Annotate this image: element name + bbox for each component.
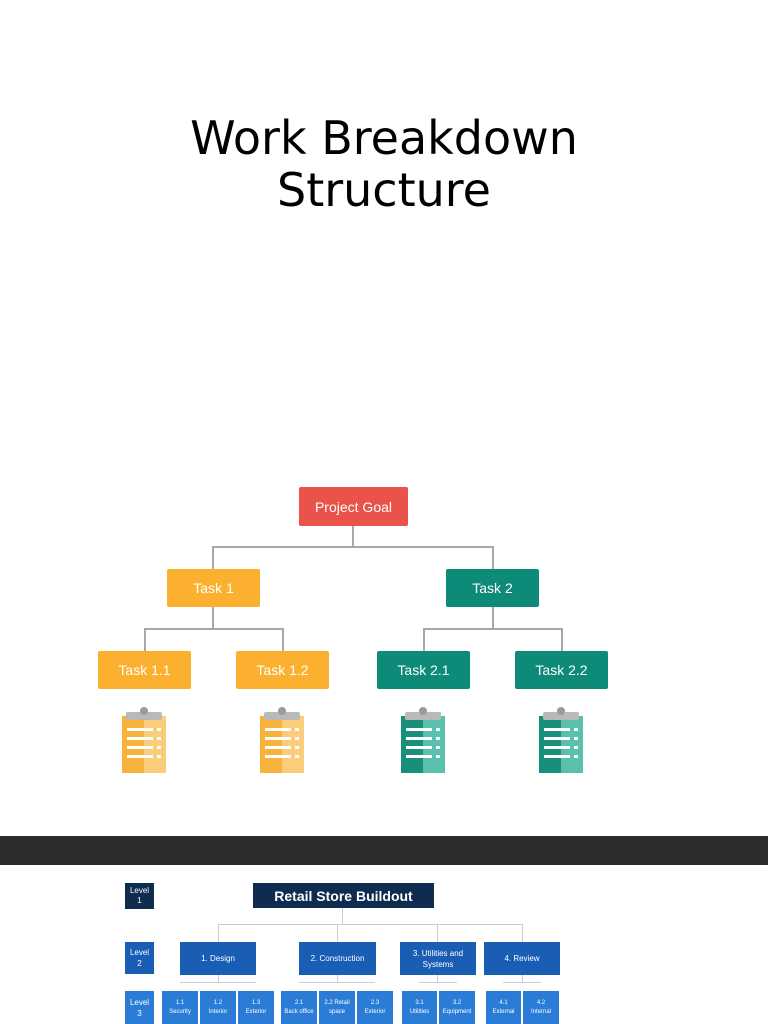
connector bbox=[144, 628, 284, 630]
level2-node: 1. Design bbox=[180, 942, 256, 975]
connector bbox=[437, 975, 438, 983]
level3-label: Equipment bbox=[442, 1008, 472, 1015]
slide-title bbox=[0, 112, 768, 216]
retail-title-node: Retail Store Buildout bbox=[253, 883, 434, 908]
connector bbox=[337, 975, 338, 983]
connector bbox=[212, 546, 214, 569]
level3-number: 1.2 bbox=[213, 999, 223, 1006]
level3-node bbox=[439, 991, 475, 1024]
level3-node bbox=[486, 991, 521, 1024]
connector bbox=[342, 908, 343, 924]
level-label-word: Level bbox=[129, 948, 150, 957]
level3-number: 2.1 bbox=[294, 999, 304, 1006]
connector bbox=[437, 924, 438, 942]
connector bbox=[492, 546, 494, 569]
connector bbox=[419, 982, 457, 983]
clipboard-icon bbox=[538, 706, 584, 774]
level3-node bbox=[200, 991, 236, 1024]
level3-label: Back office bbox=[284, 1008, 314, 1015]
connector bbox=[218, 924, 522, 925]
connector bbox=[561, 628, 563, 651]
level-label-word: Level bbox=[129, 997, 150, 1007]
connector bbox=[352, 526, 354, 547]
level-1-label bbox=[125, 883, 154, 909]
level3-node bbox=[357, 991, 393, 1024]
level3-number: 3.1 bbox=[415, 999, 424, 1006]
level3-label: Utilities bbox=[409, 1008, 430, 1015]
level3-number: 1.1 bbox=[175, 999, 185, 1006]
level3-number: 4.2 bbox=[536, 999, 546, 1006]
task-1-node: Task 1 bbox=[167, 569, 260, 607]
page-separator bbox=[0, 836, 768, 865]
level3-number: 2.3 bbox=[370, 999, 380, 1006]
level3-node bbox=[523, 991, 559, 1024]
level3-label: External bbox=[492, 1008, 515, 1015]
task-2-1-node: Task 2.1 bbox=[377, 651, 470, 689]
level-3-label bbox=[125, 991, 154, 1024]
level-label-number: 1 bbox=[137, 896, 142, 905]
level3-label: Exterior bbox=[245, 1008, 267, 1015]
level2-node: 4. Review bbox=[484, 942, 560, 975]
level-2-label bbox=[125, 942, 154, 974]
level3-node bbox=[162, 991, 198, 1024]
level3-number: 3.2 bbox=[452, 999, 462, 1006]
project-goal-node: Project Goal bbox=[299, 487, 408, 526]
level3-number: 4.1 bbox=[499, 999, 508, 1006]
connector bbox=[218, 924, 219, 942]
level2-node: 2. Construction bbox=[299, 942, 376, 975]
level3-label: Exterior bbox=[364, 1008, 386, 1015]
slide-title-line-1: Work Breakdown bbox=[190, 111, 578, 165]
connector bbox=[144, 628, 146, 651]
task-2-2-node: Task 2.2 bbox=[515, 651, 608, 689]
level-label-number: 3 bbox=[137, 1008, 142, 1018]
clipboard-icon bbox=[400, 706, 446, 774]
connector bbox=[218, 975, 219, 983]
level3-label: Interior bbox=[208, 1008, 228, 1015]
level3-label: Internal bbox=[530, 1008, 551, 1015]
level3-node bbox=[281, 991, 317, 1024]
connector bbox=[492, 607, 494, 629]
level3-node bbox=[402, 991, 437, 1024]
connector bbox=[212, 546, 494, 548]
connector bbox=[522, 975, 523, 983]
connector bbox=[423, 628, 425, 651]
connector bbox=[282, 628, 284, 651]
clipboard-icon bbox=[259, 706, 305, 774]
connector bbox=[522, 924, 523, 942]
level3-label: space bbox=[328, 1008, 345, 1015]
level3-number: 1.3 bbox=[251, 999, 261, 1006]
level2-node: 3. Utilities and Systems bbox=[400, 942, 476, 975]
task-2-node: Task 2 bbox=[446, 569, 539, 607]
level3-node bbox=[238, 991, 274, 1024]
level3-node bbox=[319, 991, 355, 1024]
level-label-word: Level bbox=[129, 886, 150, 895]
task-1-1-node: Task 1.1 bbox=[98, 651, 191, 689]
connector bbox=[337, 924, 338, 942]
level-label-number: 2 bbox=[137, 959, 142, 968]
connector bbox=[423, 628, 563, 630]
level3-number: 2.2 Retail bbox=[324, 999, 350, 1006]
clipboard-icon bbox=[121, 706, 167, 774]
level3-label: Security bbox=[169, 1008, 191, 1015]
connector bbox=[212, 607, 214, 629]
task-1-2-node: Task 1.2 bbox=[236, 651, 329, 689]
slide-title-line-2: Structure bbox=[277, 163, 491, 217]
